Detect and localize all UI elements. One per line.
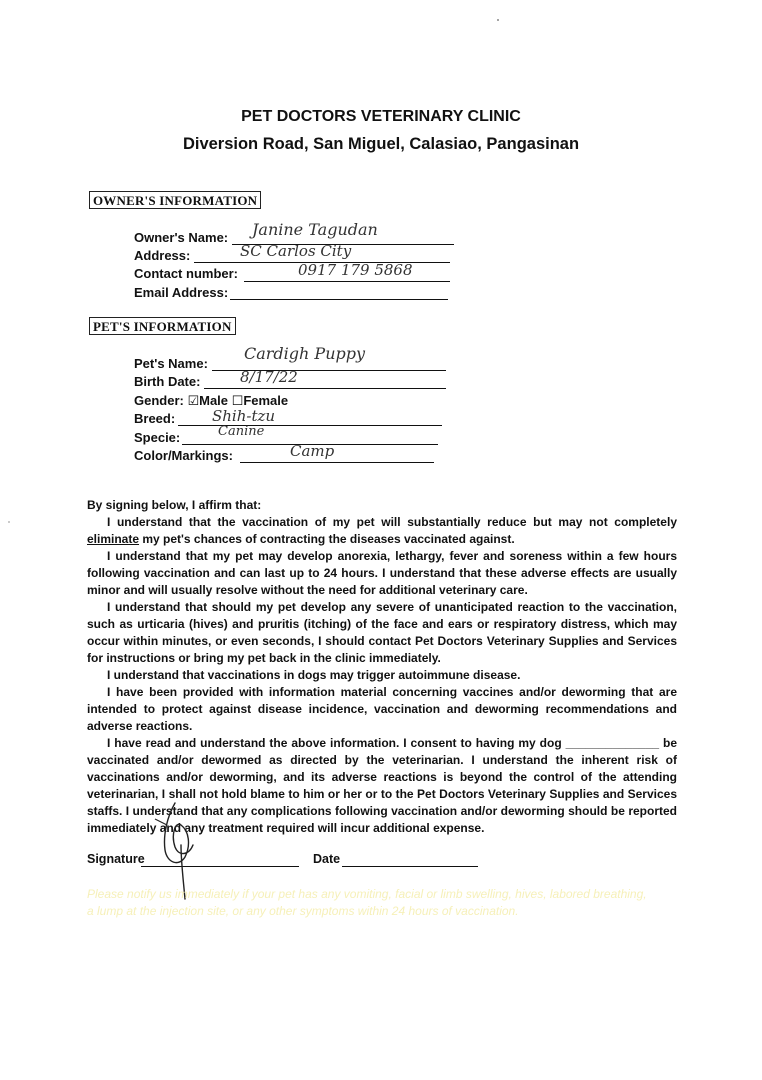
- p1-text-b: my pet's chances of contracting the diseases vaccinated against.: [139, 532, 515, 546]
- date-line[interactable]: [342, 866, 478, 867]
- affirmation-intro: By signing below, I affirm that:: [87, 498, 262, 512]
- owner-name-value[interactable]: Janine Tagudan: [252, 220, 378, 239]
- affirmation-paragraph-5: I have been provided with information material concerning vaccines and/or deworming that are intended to protect against disease incidence, vaccination and deworming recommendations and adverse reactions.: [87, 685, 677, 733]
- owner-contact-value[interactable]: 0917 179 5868: [298, 261, 413, 279]
- scan-speck: [8, 521, 10, 523]
- owner-email-line: [230, 299, 448, 300]
- owner-address-label: Address:: [134, 248, 191, 263]
- clinic-address: Diversion Road, San Miguel, Calasiao, Pangasinan: [182, 135, 580, 153]
- pet-section-heading: PET'S INFORMATION: [89, 317, 236, 335]
- affirmation-text: [87, 497, 677, 837]
- signature-label: Signature: [87, 852, 145, 866]
- female-option-label: Female: [243, 393, 289, 408]
- male-checkbox[interactable]: ☑: [187, 394, 200, 409]
- p6-text-b: be vaccinated and/or dewormed as directed by the veterinarian. I understand the inherent risk of vaccinations and/or deworming, and its adverse reactions is beyond the control of the attending veterinarian, I shall not hold blame to him or her or to the Pet Doctors Veterinary Supplies and Services staffs. I understand that any complications following vaccination and/or deworming should be reported immediately and any treatment required will incur additional expense.: [87, 736, 677, 835]
- affirmation-paragraph-1: [87, 514, 677, 548]
- p6-text-a: I have read and understand the above information. I consent to having my dog: [107, 736, 566, 750]
- pet-breed-label: Breed:: [134, 411, 176, 426]
- p1-underlined-word: eliminate: [87, 532, 140, 546]
- pet-name-value[interactable]: Cardigh Puppy: [244, 344, 366, 363]
- pet-gender-label: Gender:: [134, 393, 184, 408]
- owner-contact-label: Contact number:: [134, 266, 238, 281]
- clinic-name: PET DOCTORS VETERINARY CLINIC: [241, 108, 521, 125]
- pet-birthdate-line: [204, 388, 446, 389]
- affirmation-paragraph-3: I understand that should my pet develop any severe of unanticipated reaction to the vaccination, such as urticaria (hives) and pruritis (itching) of the face and ears or respiratory distress, which may occur within minutes, or even seconds, I should contact Pet Doctors Veterinary Supplies and Services for instructions or bring my pet back in the clinic immediately.: [87, 600, 677, 665]
- pet-specie-label: Specie:: [134, 430, 181, 445]
- pet-breed-value[interactable]: Shih-tzu: [212, 407, 276, 425]
- affirmation-paragraph-4: I understand that vaccinations in dogs may trigger autoimmune disease.: [107, 668, 521, 682]
- affirmation-paragraph-2: I understand that my pet may develop anorexia, lethargy, fever and soreness within a few hours following vaccination and can last up to 24 hours. I understand that these adverse effects are usually minor and will usually resolve without the need for additional veterinary care.: [87, 549, 677, 597]
- pet-color-label: Color/Markings:: [134, 448, 233, 463]
- pet-birthdate-value[interactable]: 8/17/22: [240, 368, 298, 386]
- owner-section-heading: OWNER'S INFORMATION: [89, 191, 261, 209]
- owner-name-label: Owner's Name:: [134, 230, 229, 245]
- female-checkbox[interactable]: ☐: [231, 394, 244, 409]
- dog-name-blank[interactable]: ______________: [565, 736, 660, 750]
- pet-color-line: [240, 462, 434, 463]
- pet-color-value[interactable]: Camp: [290, 442, 335, 460]
- owner-address-value[interactable]: SC Carlos City: [240, 242, 352, 260]
- pet-name-label: Pet's Name:: [134, 356, 208, 371]
- scan-speck: [497, 19, 499, 21]
- owner-email-label: Email Address:: [134, 285, 229, 300]
- male-option-label: Male: [199, 393, 229, 408]
- p1-text-a: I understand that the vaccination of my pet will substantially reduce but may not completely: [107, 515, 677, 529]
- date-label: Date: [313, 852, 341, 866]
- owner-contact-line: [244, 281, 450, 282]
- post-vaccination-notice: Please notify us immediately if your pet has any vomiting, facial or limb swelling, hives, labored breathing, a lump at the injection site, or any other symptoms within 24 hours of vaccination.: [87, 887, 647, 918]
- pet-birthdate-label: Birth Date:: [134, 374, 201, 389]
- pet-specie-value[interactable]: Canine: [218, 424, 265, 439]
